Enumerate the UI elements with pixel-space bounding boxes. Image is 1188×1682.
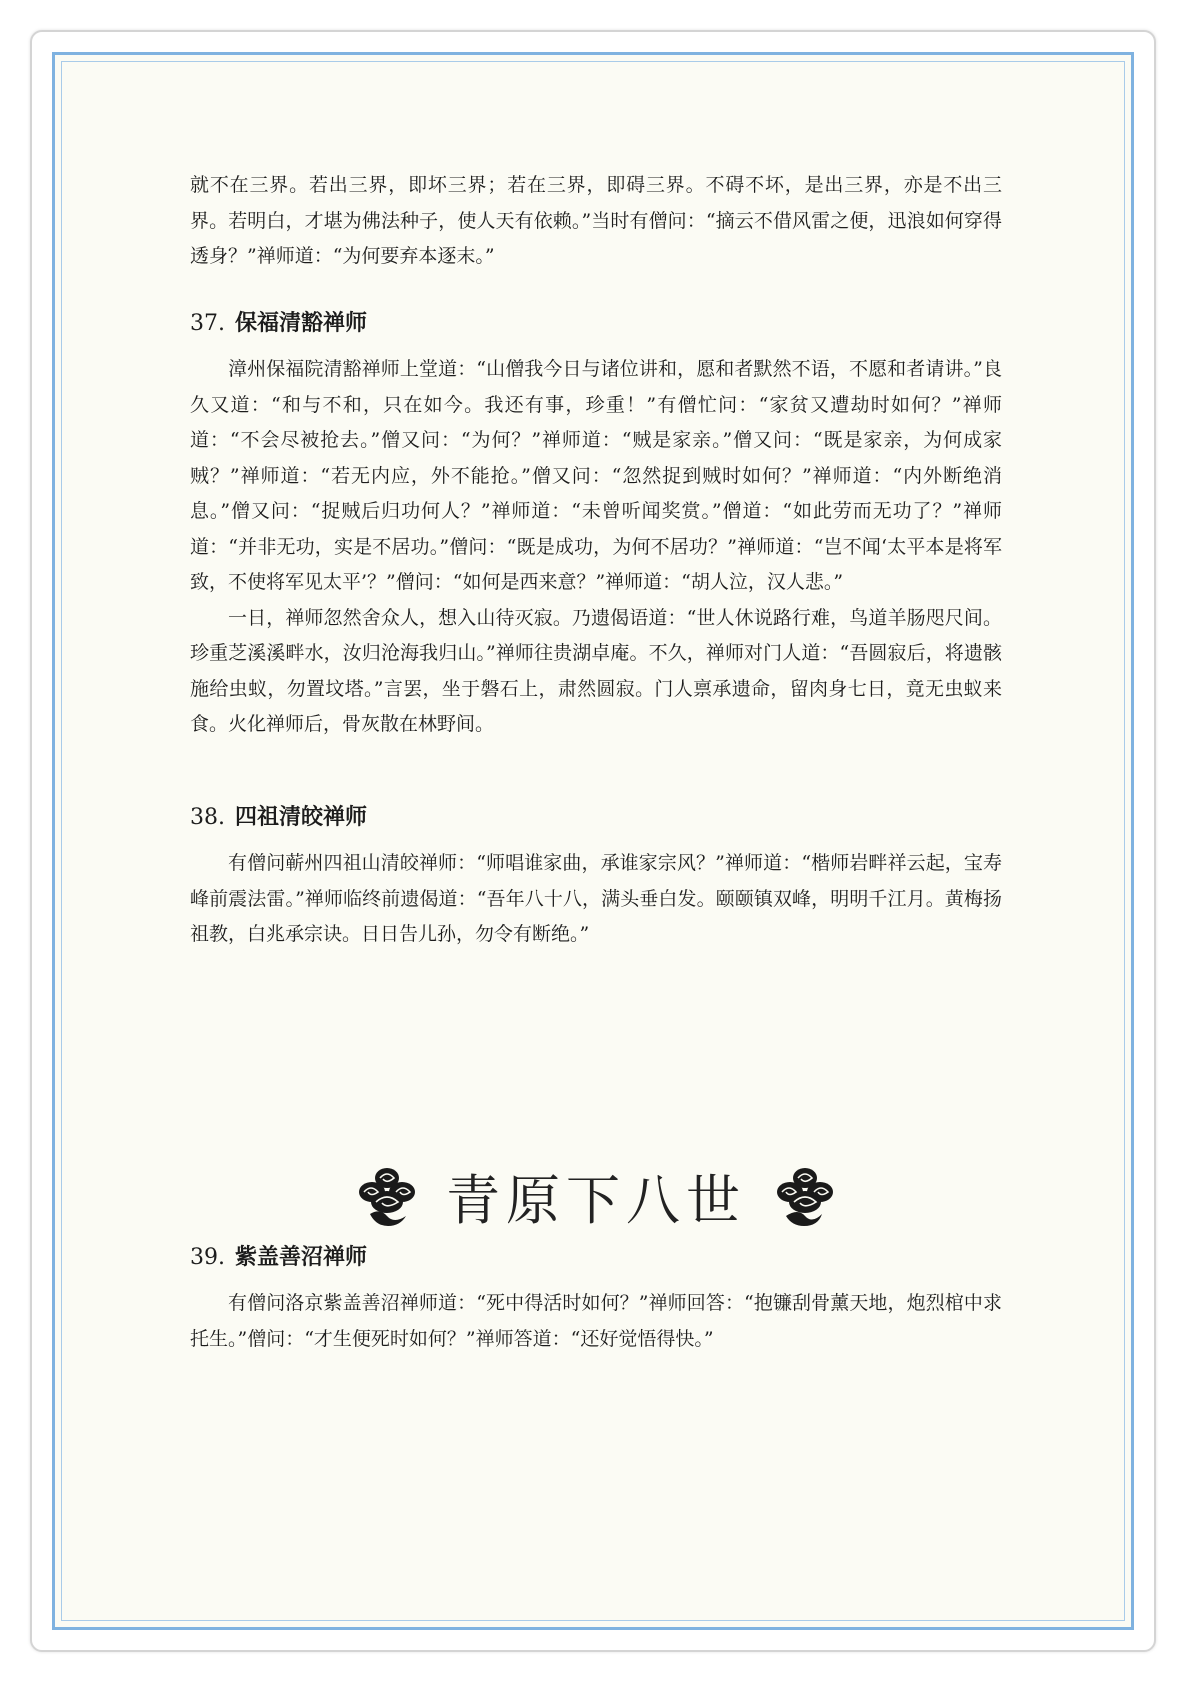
section-title: 紫盖善沼禅师 <box>235 1245 368 1270</box>
section-paragraph: 有僧问洛京紫盖善沼禅师道：“死中得活时如何？”禅师回答：“抱镰刮骨薰天地，炮烈棺中求托生。”僧问：“才生便死时如何？”禅师答道：“还好觉悟得快。” <box>190 1292 1002 1350</box>
generation-title: 青原下八世 <box>446 1169 746 1232</box>
cloud-ornament-icon <box>356 1164 418 1230</box>
generation-banner <box>190 1158 1002 1235</box>
section-heading <box>190 1240 1002 1276</box>
section-number: 38. <box>190 805 225 830</box>
section-heading <box>190 800 1002 836</box>
intro-paragraph: 就不在三界。若出三界，即坏三界；若在三界，即碍三界。不碍不坏，是出三界，亦是不出三界。若明白，才堪为佛法种子，使人天有依赖。”当时有僧问：“摘云不借风雷之便，迅浪如何穿得透身？”禅师道：“为何要弃本逐末。” <box>190 174 1002 267</box>
intro-block <box>190 168 1002 275</box>
section-paragraph: 漳州保福院清豁禅师上堂道：“山僧我今日与诸位讲和，愿和者默然不语，不愿和者请讲。”良久又道：“和与不和，只在如今。我还有事，珍重！”有僧忙问：“家贫又遭劫时如何？”禅师道：“不会尽被抢去。”僧又问：“为何？”禅师道：“贼是家亲。”僧又问：“既是家亲，为何成家贼？”禅师道：“若无内应，外不能抢。”僧又问：“忽然捉到贼时如何？”禅师道：“内外断绝消息。”僧又问：“捉贼后归功何人？”禅师道：“未曾听闻奖赏。”僧道：“如此劳而无功了？”禅师道：“并非无功，实是不居功。”僧问：“既是成功，为何不居功？”禅师道：“岂不闻‘太平本是将军致，不使将军见太平’？”僧问：“如何是西来意？”禅师道：“胡人泣，汉人悲。” <box>190 358 1002 593</box>
section-heading <box>190 306 1002 342</box>
section-title: 四祖清皎禅师 <box>235 805 368 830</box>
section-number: 37. <box>190 311 225 336</box>
section-number: 39. <box>190 1245 225 1270</box>
cloud-ornament-icon <box>774 1164 836 1230</box>
section-paragraph: 有僧问蕲州四祖山清皎禅师：“师唱谁家曲，承谁家宗风？”禅师道：“楷师岩畔祥云起，宝寿峰前震法雷。”禅师临终前遗偈道：“吾年八十八，满头垂白发。颐颐镇双峰，明明千江月。黄梅扬祖教，白兆承宗诀。日日告儿孙，勿令有断绝。” <box>190 852 1002 945</box>
section-paragraph: 一日，禅师忽然舍众人，想入山待灭寂。乃遗偈语道：“世人休说路行难，鸟道羊肠咫尺间。珍重芝溪溪畔水，汝归沧海我归山。”禅师往贵湖卓庵。不久，禅师对门人道：“吾圆寂后，将遗骸施给虫蚁，勿置坟塔。”言罢，坐于磐石上，肃然圆寂。门人禀承遗命，留肉身七日，竟无虫蚁来食。火化禅师后，骨灰散在林野间。 <box>190 606 1002 735</box>
section-37 <box>190 306 1002 743</box>
section-39 <box>190 1240 1002 1357</box>
section-title: 保福清豁禅师 <box>235 311 368 336</box>
section-38 <box>190 800 1002 953</box>
